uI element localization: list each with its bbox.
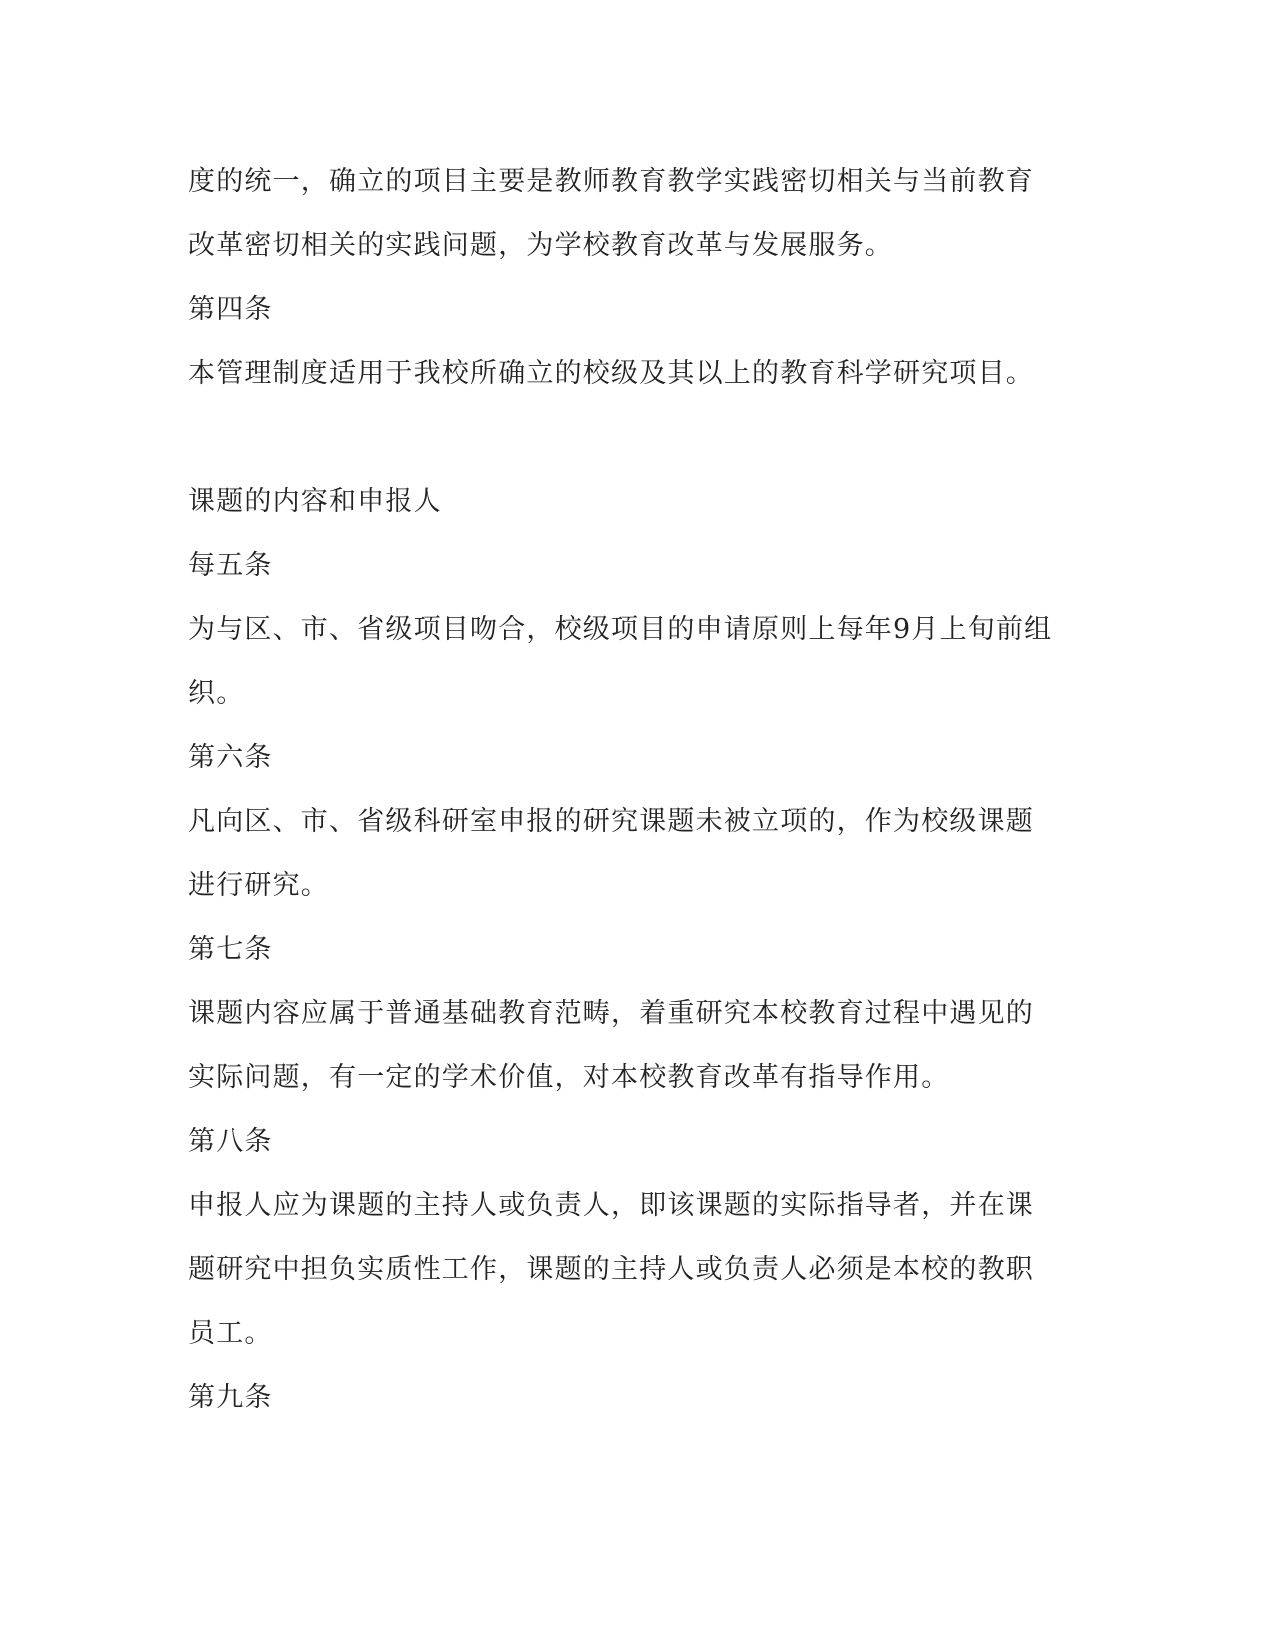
article-heading: 第六条	[188, 742, 273, 773]
article-heading: 第八条	[188, 1126, 273, 1157]
paragraph-line: 度的统一，确立的项目主要是教师教育教学实践密切相关与当前教育	[188, 166, 1034, 197]
paragraph-line: 为与区、市、省级项目吻合，校级项目的申请原则上每年9月上旬前组	[188, 614, 1053, 645]
article-heading: 第九条	[188, 1382, 273, 1413]
article-heading: 第七条	[188, 934, 273, 965]
section-heading: 课题的内容和申报人	[188, 486, 442, 517]
paragraph-line: 进行研究。	[188, 870, 329, 901]
section-spacer	[188, 406, 1078, 470]
paragraph-line: 题研究中担负实质性工作，课题的主持人或负责人必须是本校的教职	[188, 1254, 1034, 1285]
paragraph-line: 改革密切相关的实践问题，为学校教育改革与发展服务。	[188, 230, 893, 261]
paragraph-line: 本管理制度适用于我校所确立的校级及其以上的教育科学研究项目。	[188, 358, 1034, 389]
article-heading: 第四条	[188, 294, 273, 325]
paragraph-line: 课题内容应属于普通基础教育范畴，着重研究本校教育过程中遇见的	[188, 998, 1034, 1029]
paragraph-line: 织。	[188, 678, 245, 709]
paragraph-line: 申报人应为课题的主持人或负责人，即该课题的实际指导者，并在课	[188, 1190, 1034, 1221]
paragraph-line: 实际问题，有一定的学术价值，对本校教育改革有指导作用。	[188, 1062, 950, 1093]
paragraph-line: 凡向区、市、省级科研室申报的研究课题未被立项的，作为校级课题	[188, 806, 1034, 837]
article-heading: 每五条	[188, 550, 273, 581]
paragraph-line: 员工。	[188, 1318, 273, 1349]
document-body	[188, 150, 1078, 1430]
